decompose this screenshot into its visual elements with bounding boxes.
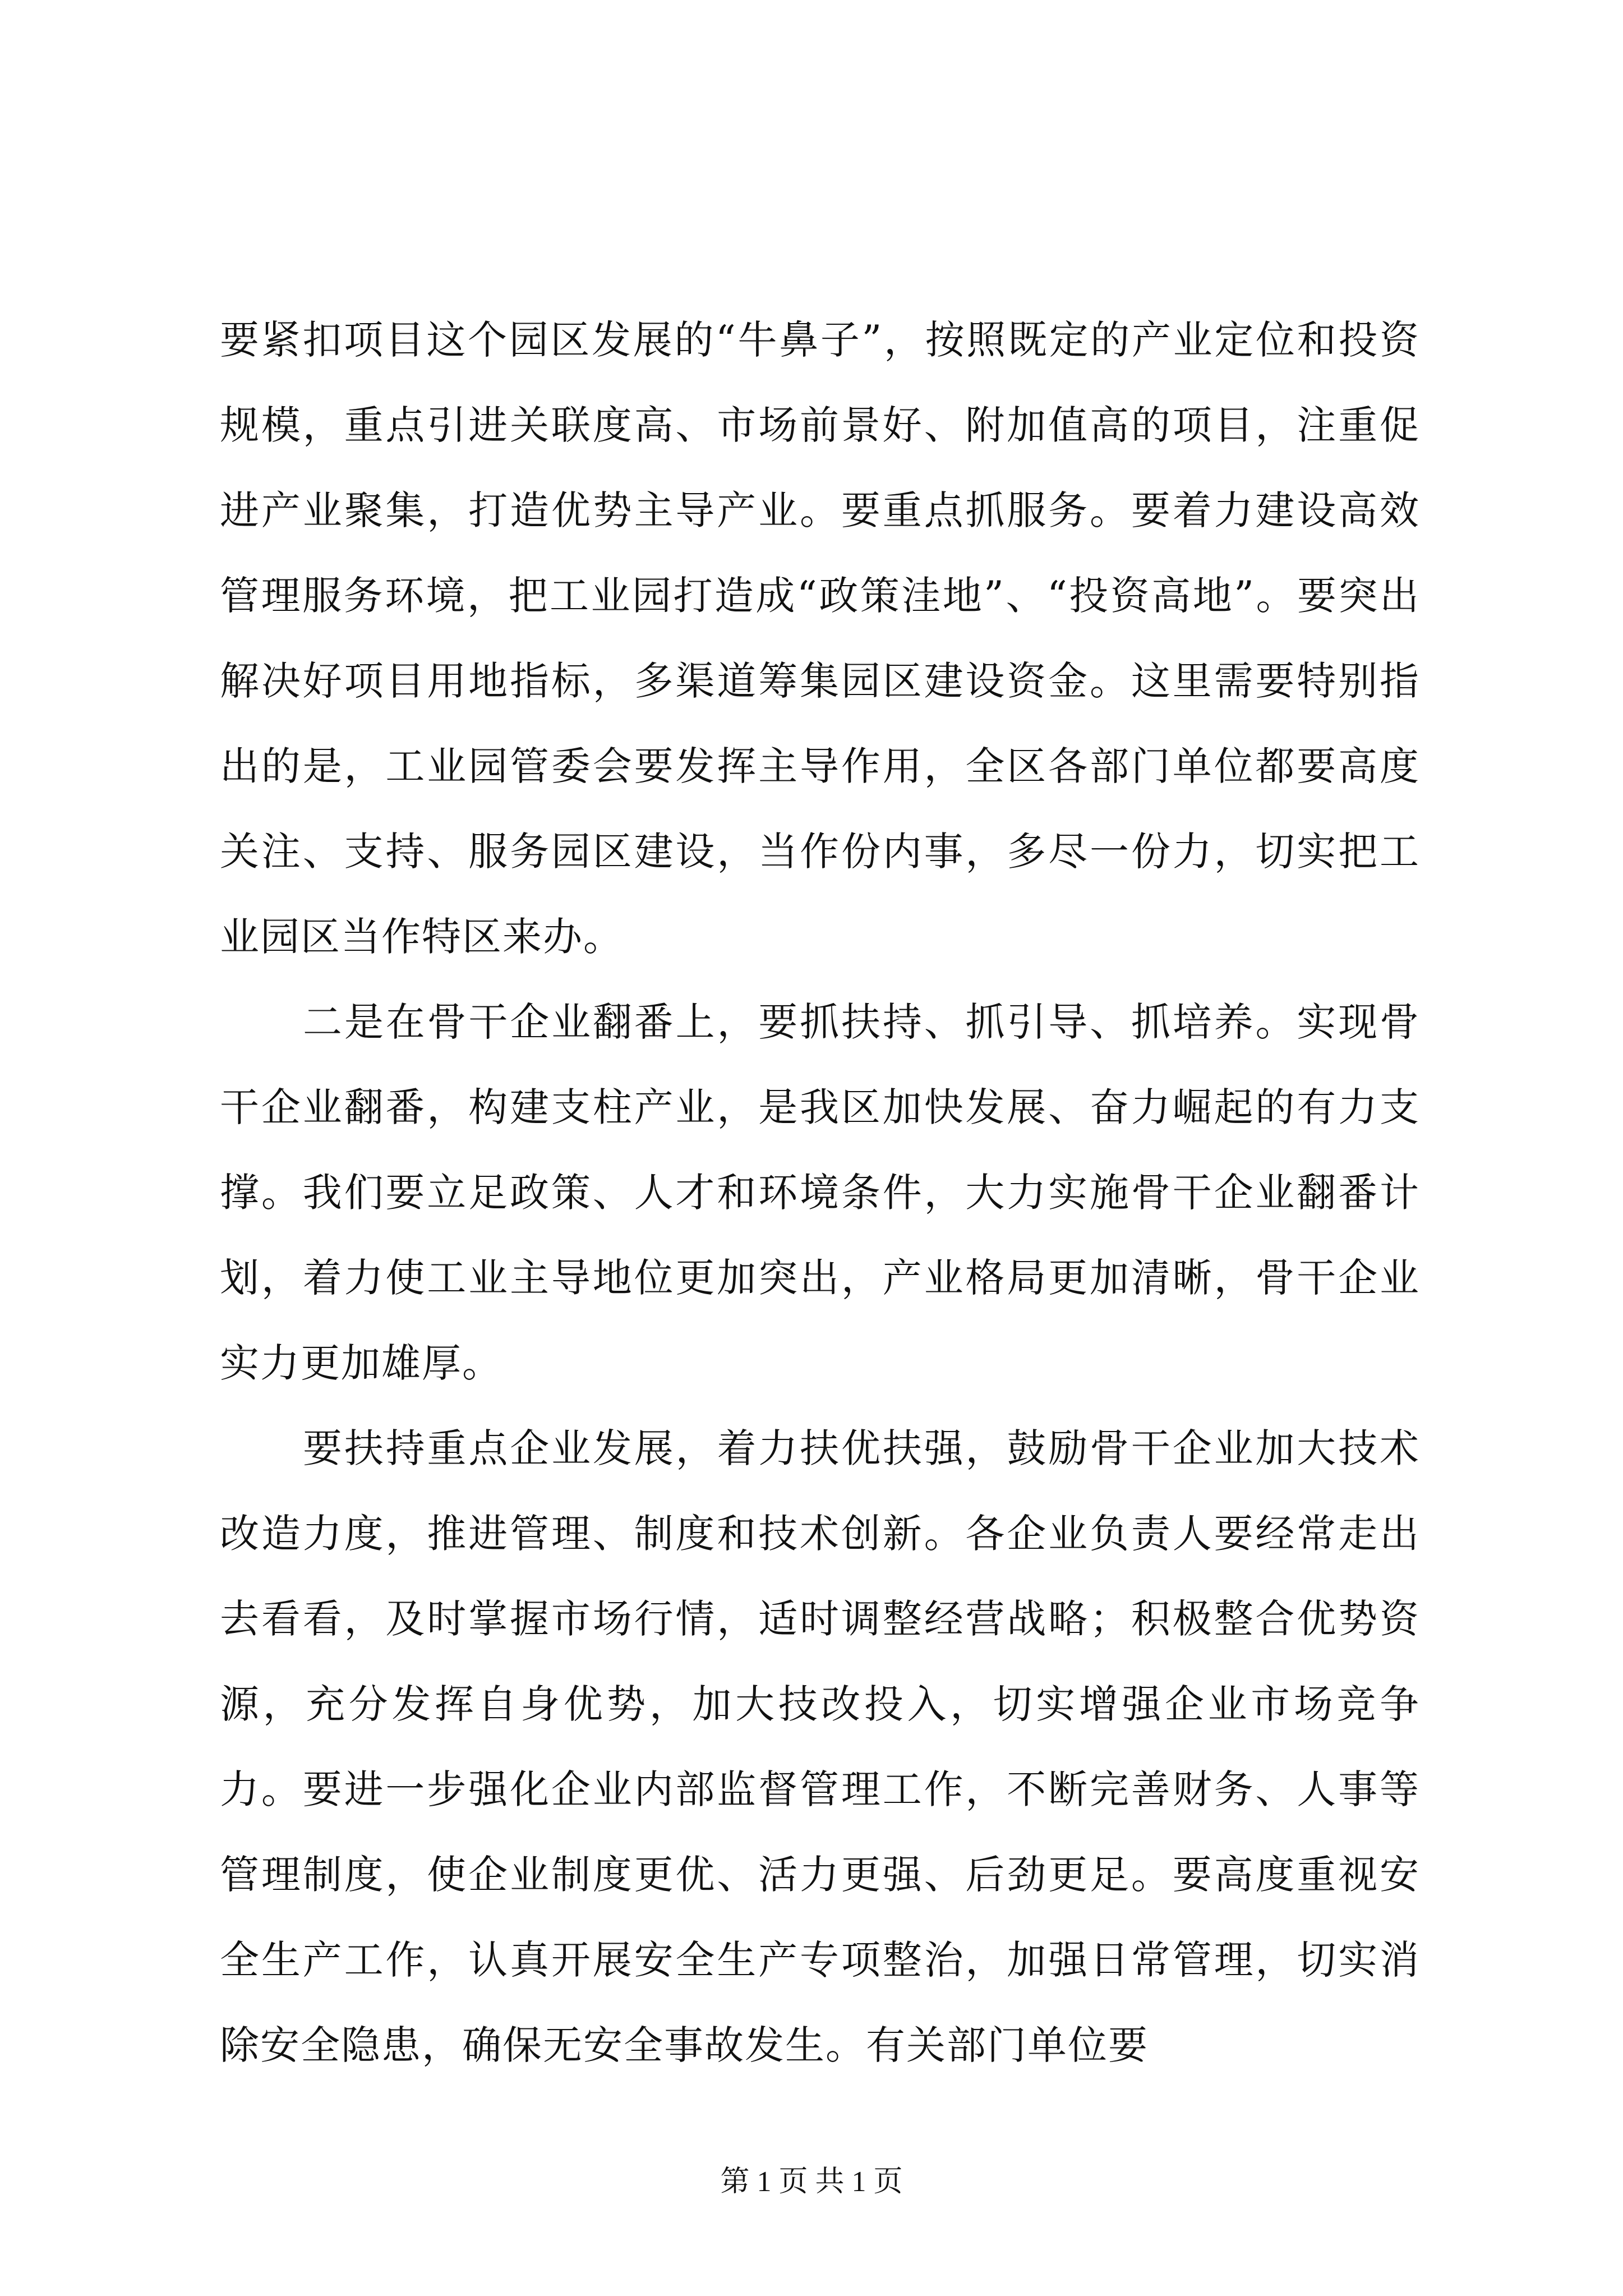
paragraph-2: 二是在骨干企业翻番上，要抓扶持、抓引导、抓培养。实现骨干企业翻番，构建支柱产业，是我区加快发展、奋力崛起的有力支撑。我们要立足政策、人才和环境条件，大力实施骨干企业翻番计划，着力使工业主导地位更加突出，产业格局更加清晰，骨干企业实力更加雄厚。 — [220, 999, 1420, 1386]
page-number-label: 第 1 页 共 1 页 — [720, 2166, 903, 2198]
paragraph-3: 要扶持重点企业发展，着力扶优扶强，鼓励骨干企业加大技术改造力度，推进管理、制度和技术创新。各企业负责人要经常走出去看看，及时掌握市场行情，适时调整经营战略；积极整合优势资源，充分发挥自身优势，加大技改投入，切实增强企业市场竞争力。要进一步强化企业内部监督管理工作，不断完善财务、人事等管理制度，使企业制度更优、活力更强、后劲更足。要高度重视安全生产工作，认真开展安全生产专项整治，加强日常管理，切实消除安全隐患，确保无安全事故发生。有关部门单位要 — [220, 1425, 1420, 2068]
paragraph-1: 要紧扣项目这个园区发展的“牛鼻子”，按照既定的产业定位和投资规模，重点引进关联度高、市场前景好、附加值高的项目，注重促进产业聚集，打造优势主导产业。要重点抓服务。要着力建设高效管理服务环境，把工业园打造成“政策洼地”、“投资高地”。要突出解决好项目用地指标，多渠道筹集园区建设资金。这里需要特别指出的是，工业园管委会要发挥主导作用，全区各部门单位都要高度关注、支持、服务园区建设，当作份内事，多尽一份力，切实把工业园区当作特区来办。 — [220, 317, 1420, 960]
document-body — [220, 297, 1420, 2088]
page-footer — [0, 2164, 1623, 2200]
